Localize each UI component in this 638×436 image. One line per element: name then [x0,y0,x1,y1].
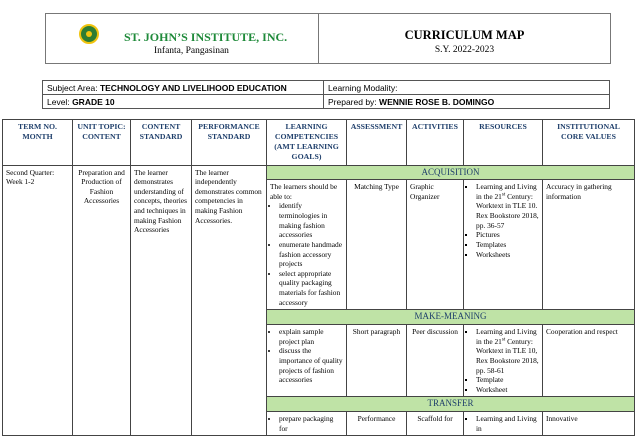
list-item: • explain sample project plan [279,327,343,346]
col-resources: RESOURCES [464,120,543,166]
transfer-values: Innovative [543,412,635,436]
prepared-by-cell [324,95,610,109]
list-item: • select appropriate quality packaging materials for fashion accessory [279,269,343,308]
curriculum-map-table [2,119,635,436]
resource-book-text-rest: Century: Worktext in TLE 10, Rex Bookstore 2018, pp. 58-61 [476,336,539,375]
list-item: ▪ Learning and Living in [476,414,539,433]
resource-book-text-rest: Century: Worktext in TLE 10. Rex Bookstore 2018, pp. 36-57 [476,191,539,230]
level-label: Level: [47,96,70,107]
col-activities: ACTIVITIES [407,120,464,166]
list-item: ▪ Pictures [476,230,539,240]
subject-area-label: Subject Area: [47,82,98,93]
school-name: ST. JOHN’S INSTITUTE, INC. [124,30,288,44]
learning-modality-cell [324,81,610,95]
title-block [319,14,610,63]
acquisition-activities: Graphic Organizer [407,180,464,310]
list-item: • identify terminologies in making fashion accessories [279,201,343,240]
meaning-competencies [267,325,347,397]
learning-modality-label: Learning Modality: [328,82,398,93]
performance-standard-cell: The learner independently demonstrates common competencies in making Fashion Accessories. [192,165,267,436]
subject-area-cell [43,81,324,95]
document-title: CURRICULUM MAP [404,28,525,42]
list-item: ▪ Templates [476,240,539,250]
acquisition-values: Accuracy in gathering information [543,180,635,310]
list-item [476,182,539,230]
col-term: TERM NO. MONTH [3,120,73,166]
topic-cell: Preparation and Production of Fashion Accessories [73,165,131,436]
acquisition-resources [464,180,543,310]
resource-book-text: Learning and Living in the 21 [476,327,537,346]
column-header-row [3,120,635,166]
col-competencies-subtitle: (AMT LEARNING GOALS) [274,142,339,162]
school-year: S.Y. 2022-2023 [434,45,495,55]
content-standard-cell: The learner demonstrates understanding of concepts, theories and techniques in making Fashion Accessories [131,165,192,436]
list-item: ▪ Template [476,375,539,385]
level-value: GRADE 10 [72,96,115,107]
school-seal-icon [79,24,99,44]
school-block [46,14,319,63]
resource-book-suffix: st [501,192,506,198]
col-competencies [267,120,347,166]
meaning-resources [464,325,543,397]
col-content-standard: CONTENT STANDARD [131,120,192,166]
phase-transfer: TRANSFER [267,397,635,412]
phase-acquisition: ACQUISITION [267,165,635,180]
col-topic: UNIT TOPIC: CONTENT [73,120,131,166]
col-performance-standard: PERFORMANCE STANDARD [192,120,267,166]
list-item: • prepare packaging for [279,414,343,433]
list-item: ▪ Worksheets [476,250,539,260]
transfer-activities: Scaffold for [407,412,464,436]
acquisition-competencies [267,180,347,310]
prepared-by-value: WENNIE ROSE B. DOMINGO [379,96,495,107]
col-assessment: ASSESSMENT [347,120,407,166]
list-item: ▪ Worksheet [476,385,539,395]
document-header [45,13,611,64]
subject-area-value: TECHNOLOGY AND LIVELIHOOD EDUCATION [99,82,287,93]
list-item [476,327,539,375]
competency-intro: The learners should be able to: [270,182,338,201]
phase-make-meaning: MAKE-MEANING [267,310,635,325]
meaning-assessment: Short paragraph [347,325,407,397]
resource-book-text: Learning and Living in the 21 [476,182,537,201]
meaning-activities: Peer discussion [407,325,464,397]
acquisition-assessment: Matching Type [347,180,407,310]
col-competencies-title: LEARNING COMPETENCIES [274,122,339,142]
transfer-competency [267,412,347,436]
list-item: • discuss the importance of quality projects of fashion accessories [279,346,343,385]
term-cell: Second Quarter: Week 1-2 [3,165,73,436]
meaning-values: Cooperation and respect [543,325,635,397]
subject-info-table [42,80,610,109]
transfer-assessment: Performance [347,412,407,436]
prepared-by-label: Prepared by: [328,96,377,107]
level-cell [43,95,324,109]
transfer-resources [464,412,543,436]
col-core-values: INSTITUTIONAL CORE VALUES [543,120,635,166]
school-location: Infanta, Pangasinan [154,46,229,56]
resource-book-suffix: st [501,337,506,343]
list-item: • enumerate handmade fashion accessory projects [279,240,343,269]
